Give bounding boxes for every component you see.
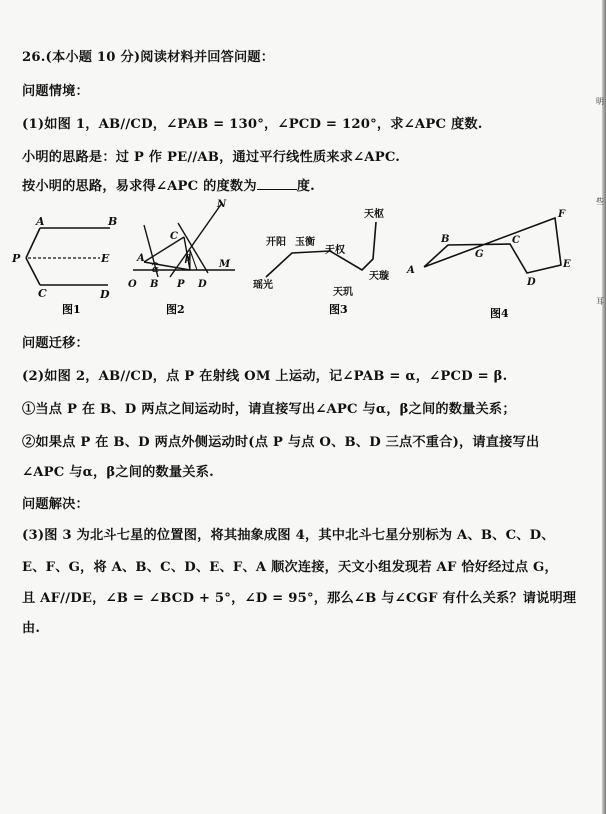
figure-4 [424,218,561,273]
scan-edge-shadow [602,0,606,814]
star-tianshu: 天枢 [364,209,384,220]
fig2-label-b: B [150,279,159,290]
fill-in-prefix: 按小明的思路，易求得∠APC 的度数为 [22,179,257,194]
star-kaiyang: 开阳 [266,237,286,248]
section-heading-transfer: 问题迁移： [22,336,89,351]
fig1-label-p: P [12,252,21,265]
question-part1: (1)如图 1，AB//CD，∠PAB = 130°，∠PCD = 120°，求∠APC 度数. [22,117,483,132]
answer-blank[interactable] [257,177,297,190]
fig4-label-g: G [475,249,484,260]
fill-in-line [22,175,315,194]
fig1-label-a: A [36,215,45,228]
fig2-label-a: A [137,253,145,264]
fig4-label-f: F [558,209,566,220]
margin-mark-3: 耳 [596,297,604,306]
star-tianxuan: 天璇 [369,271,389,282]
fig4-label-c: C [512,235,520,246]
star-yuheng: 玉衡 [295,237,315,248]
question-part3-cont1: E、F、G，将 A、B、C、D、E、F、A 顺次连接，天文小组发现若 AF 恰好经过点 G， [22,560,558,575]
fig1-label-c: C [38,287,47,300]
fig2-label-o: O [128,279,137,290]
fill-in-suffix: 度. [296,179,315,194]
fig4-caption: 图4 [490,307,509,320]
fig2-label-p: P [177,279,185,290]
star-tianquan: 天权 [325,245,345,256]
figure-3 [266,222,376,277]
fig2-label-n: N [217,199,227,210]
section-heading-solve: 问题解决： [22,497,89,512]
fig2-label-d: D [198,279,207,290]
question-part3: (3)图 3 为北斗七星的位置图，将其抽象成图 4，其中北斗七星分别标为 A、B、C、D、 [22,528,555,543]
figures [0,195,606,325]
margin-mark-2: 些 [596,197,604,206]
fig4-label-b: B [441,234,450,245]
fig1-label-b: B [108,215,118,228]
fig4-label-e: E [563,259,571,270]
fig2-label-m: M [219,259,231,270]
fig2-caption: 图2 [166,303,185,316]
question-part3-cont3: 由. [22,621,41,636]
fig4-label-d: D [527,277,536,288]
figure-1 [26,228,110,285]
section-heading-situation: 问题情境： [22,84,89,99]
fig2-label-c: C [170,231,178,242]
question-part2-sub2-cont: ∠APC 与α，β之间的数量关系. [22,465,214,480]
question-part2: (2)如图 2，AB//CD，点 P 在射线 OM 上运动，记∠PAB = α，∠PCD = β. [22,369,508,384]
fig1-label-d: D [100,288,110,301]
question-part2-sub2: ②如果点 P 在 B、D 两点外侧运动时(点 P 与点 O、B、D 三点不重合)，请直接写出 [22,435,540,450]
star-yaoguang: 瑶光 [253,280,273,291]
fig4-label-a: A [407,265,415,276]
fig1-caption: 图1 [62,303,81,316]
question-part2-sub1: ①当点 P 在 B、D 两点之间运动时，请直接写出∠APC 与α，β之间的数量关系； [22,402,516,417]
star-tianji: 天玑 [333,287,353,298]
question-part3-cont2: 且 AF//DE，∠B = ∠BCD + 5°，∠D = 95°，那么∠B 与∠CGF 有什么关系？请说明理 [22,591,577,606]
fig2-label-alpha: α [152,265,159,275]
fig1-label-e: E [101,252,110,265]
xiaoming-idea: 小明的思路是：过 P 作 PE//AB，通过平行线性质来求∠APC. [22,150,401,165]
fig3-caption: 图3 [329,303,348,316]
question-title: 26.(本小题 10 分)阅读材料并回答问题： [22,50,275,65]
margin-mark-1: 明 [596,97,604,106]
fig2-label-beta: β [185,254,191,264]
